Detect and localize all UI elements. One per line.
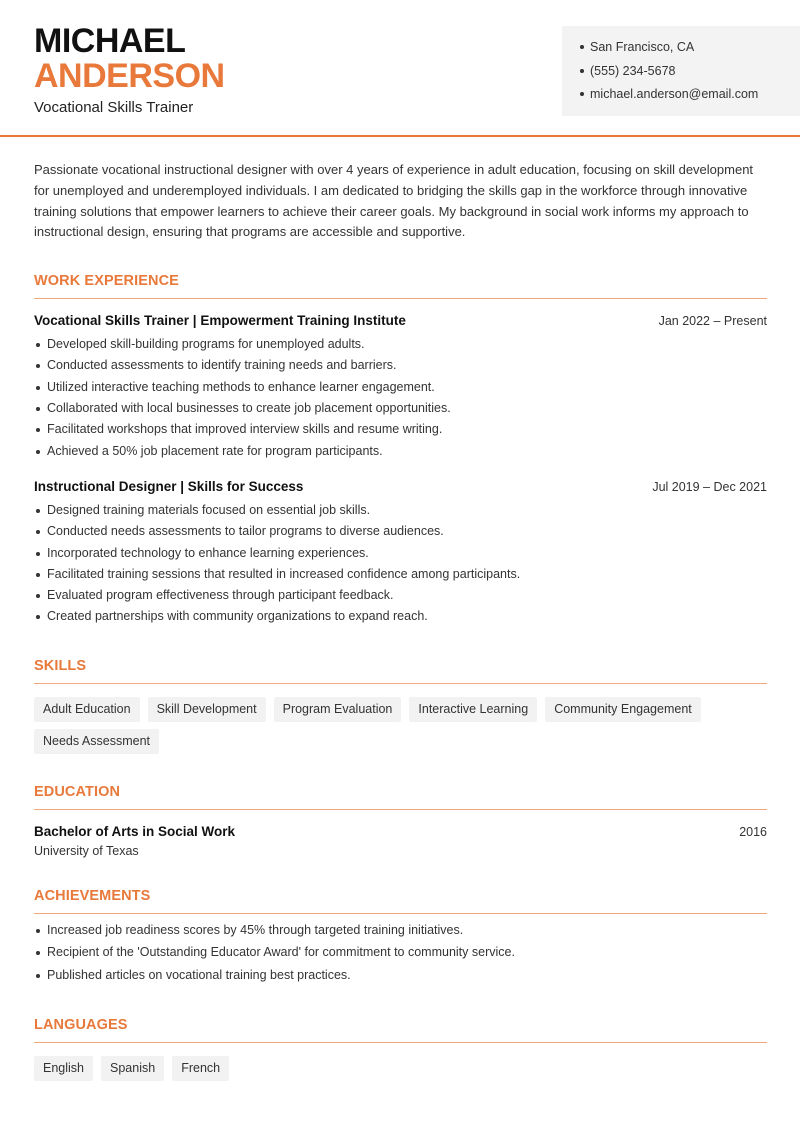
skill-tag: Adult Education bbox=[34, 697, 140, 722]
job-role: Instructional Designer | Skills for Success bbox=[34, 478, 304, 494]
section-title-work: WORK EXPERIENCE bbox=[34, 273, 767, 299]
job-bullet: Achieved a 50% job placement rate for program participants. bbox=[34, 441, 767, 462]
contact-box bbox=[562, 26, 800, 116]
job-bullet: Evaluated program effectiveness through participant feedback. bbox=[34, 585, 767, 606]
languages-list bbox=[34, 1056, 734, 1081]
job-bullet: Collaborated with local businesses to create job placement opportunities. bbox=[34, 398, 767, 419]
job-role: Vocational Skills Trainer | Empowerment Training Institute bbox=[34, 313, 406, 329]
job-bullet: Incorporated technology to enhance learning experiences. bbox=[34, 543, 767, 564]
achievement-item: Published articles on vocational training best practices. bbox=[34, 965, 767, 988]
job-dates: Jan 2022 – Present bbox=[658, 314, 767, 329]
job-bullet: Facilitated workshops that improved interview skills and resume writing. bbox=[34, 419, 767, 440]
edu-year: 2016 bbox=[739, 824, 767, 839]
achievement-item: Recipient of the 'Outstanding Educator Award' for commitment to community service. bbox=[34, 942, 767, 965]
resume-body bbox=[34, 160, 767, 1081]
section-title-education: EDUCATION bbox=[34, 784, 767, 810]
job-bullet: Utilized interactive teaching methods to enhance learner engagement. bbox=[34, 377, 767, 398]
job-bullet: Developed skill-building programs for unemployed adults. bbox=[34, 334, 767, 355]
job-title: Vocational Skills Trainer bbox=[34, 99, 194, 116]
candidate-name bbox=[34, 24, 225, 94]
section-title-achievements: ACHIEVEMENTS bbox=[34, 888, 767, 914]
first-name: MICHAEL bbox=[34, 22, 186, 60]
resume-header bbox=[0, 0, 800, 137]
education-entry bbox=[34, 824, 767, 858]
skill-tag: Needs Assessment bbox=[34, 729, 159, 754]
job-bullet: Conducted assessments to identify training needs and barriers. bbox=[34, 355, 767, 376]
contact-location: San Francisco, CA bbox=[580, 38, 800, 62]
skill-tag: Program Evaluation bbox=[274, 697, 402, 722]
job-entry bbox=[34, 479, 767, 628]
achievement-item: Increased job readiness scores by 45% through targeted training initiatives. bbox=[34, 920, 767, 943]
contact-phone: (555) 234-5678 bbox=[580, 62, 800, 86]
language-tag: French bbox=[172, 1056, 229, 1081]
achievements-list bbox=[34, 920, 767, 988]
contact-email: michael.anderson@email.com bbox=[580, 85, 800, 109]
job-dates: Jul 2019 – Dec 2021 bbox=[652, 479, 767, 494]
skill-tag: Interactive Learning bbox=[409, 697, 537, 722]
section-title-skills: SKILLS bbox=[34, 658, 767, 684]
language-tag: English bbox=[34, 1056, 93, 1081]
edu-degree: Bachelor of Arts in Social Work bbox=[34, 823, 236, 839]
job-bullet: Designed training materials focused on essential job skills. bbox=[34, 500, 767, 521]
job-bullet: Facilitated training sessions that resulted in increased confidence among participants. bbox=[34, 564, 767, 585]
skills-list bbox=[34, 697, 734, 754]
job-bullet: Created partnerships with community organizations to expand reach. bbox=[34, 606, 767, 627]
section-title-languages: LANGUAGES bbox=[34, 1017, 767, 1043]
skill-tag: Community Engagement bbox=[545, 697, 701, 722]
summary: Passionate vocational instructional designer with over 4 years of experience in adult education, focusing on skill development for unemployed and underemployed individuals. I am dedicated to bridging the skills gap in the workforce through innovative training solutions that empower learners to achieve their career goals. My background in social work informs my approach to instructional design, ensuring that programs are accessible and supportive. bbox=[34, 162, 754, 240]
last-name: ANDERSON bbox=[34, 57, 225, 95]
language-tag: Spanish bbox=[101, 1056, 164, 1081]
job-entry bbox=[34, 313, 767, 462]
skill-tag: Skill Development bbox=[148, 697, 266, 722]
job-bullet: Conducted needs assessments to tailor programs to diverse audiences. bbox=[34, 521, 767, 542]
edu-school: University of Texas bbox=[34, 843, 139, 858]
